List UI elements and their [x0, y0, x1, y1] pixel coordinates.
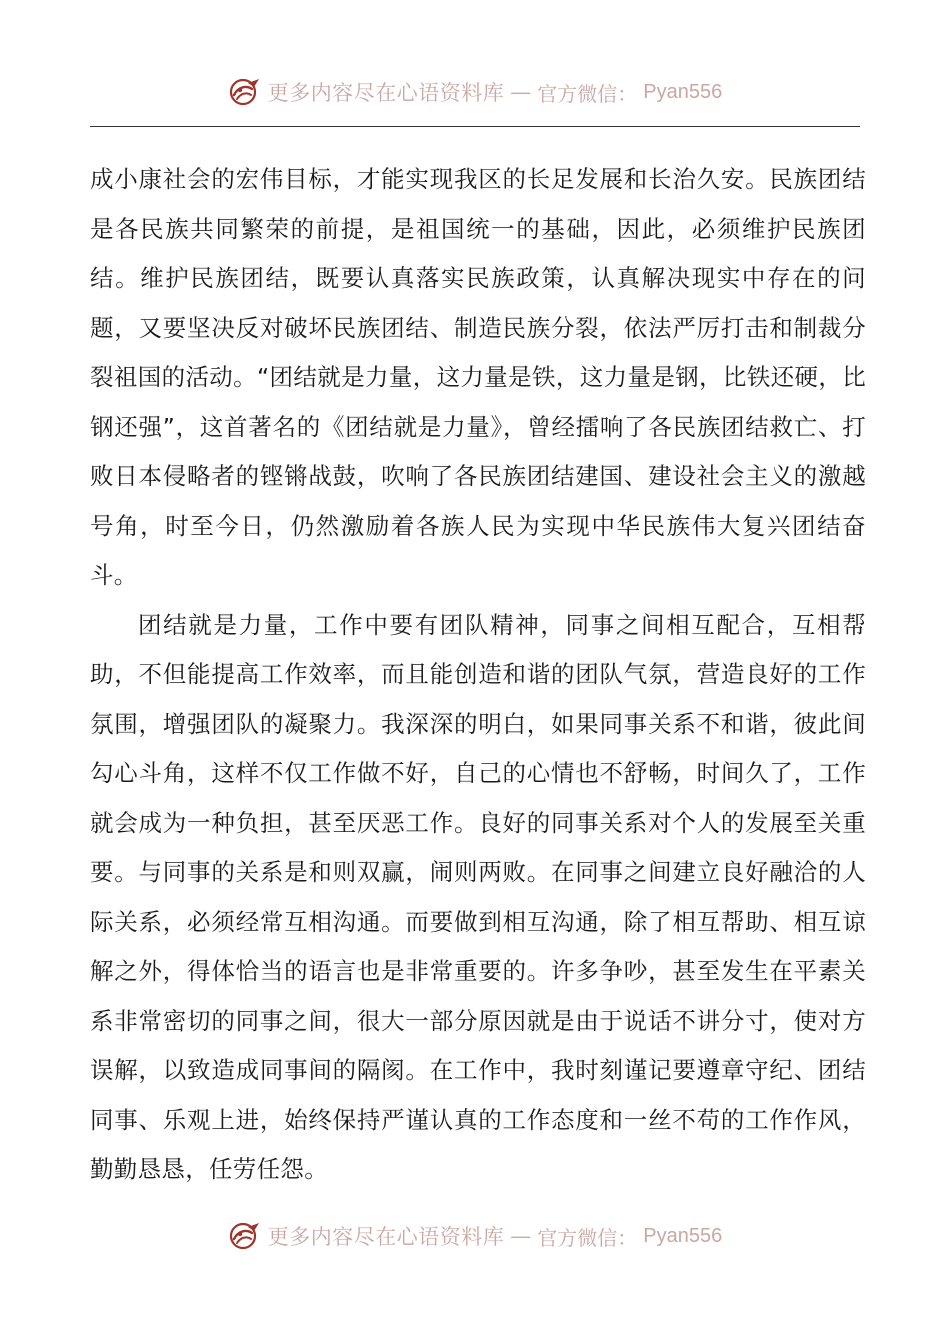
- watermark-main-text: 更多内容尽在心语资料库: [267, 81, 505, 105]
- header-watermark: [0, 72, 950, 112]
- watermark-wechat-id: Pyan556: [643, 80, 723, 103]
- watermark-sub-text: 官方微信：: [537, 1225, 638, 1250]
- watermark-sub-text: 官方微信：: [537, 81, 638, 106]
- footer-watermark: [0, 1216, 950, 1256]
- paragraph-1: 成小康社会的宏伟目标，才能实现我区的长足发展和长治久安。民族团结是各民族共同繁荣的前提，是祖国统一的基础，因此，必须维护民族团结。维护民族团结，既要认真落实民族政策，认真解决现实中存在的问题，又要坚决反对破坏民族团结、制造民族分裂，依法严厉打击和制裁分裂祖国的活动。“团结就是力量，这力量是铁，这力量是钢，比铁还硬，比钢还强”，这首著名的《团结就是力量》，曾经擂响了各民族团结救亡、打败日本侵略者的铿锵战鼓，吹响了各民族团结建国、建设社会主义的激越号角，时至今日，仍然激励着各族人民为实现中华民族伟大复兴团结奋斗。: [90, 165, 866, 589]
- watermark-dash: —: [510, 80, 532, 104]
- paragraph-2: 团结就是力量，工作中要有团队精神，同事之间相互配合，互相帮助，不但能提高工作效率，而且能创造和谐的团队气氛，营造良好的工作氛围，增强团队的凝聚力。我深深的明白，如果同事关系不和谐，彼此间勾心斗角，这样不仅工作做不好，自己的心情也不舒畅，时间久了，工作就会成为一种负担，甚至厌恶工作。良好的同事关系对个人的发展至关重要。与同事的关系是和则双赢，闹则两败。在同事之间建立良好融洽的人际关系，必须经常互相沟通。而要做到相互沟通，除了相互帮助、相互谅解之外，得体恰当的语言也是非常重要的。许多争吵，甚至发生在平素关系非常密切的同事之间，很大一部分原因就是由于说话不讲分寸，使对方误解，以致造成同事间的隔阂。在工作中，我时刻谨记要遵章守纪、团结同事、乐观上进，始终保持严谨认真的工作态度和一丝不苟的工作作风，勤勤恳恳，任劳任怨。: [90, 610, 866, 1183]
- watermark-dash: —: [510, 1224, 532, 1248]
- watermark-wechat-id: Pyan556: [643, 1224, 723, 1247]
- document-body: [90, 155, 866, 1195]
- flower-brush-logo-icon: [228, 75, 262, 109]
- header-divider: [90, 126, 860, 127]
- flower-brush-logo-icon: [228, 1219, 262, 1253]
- watermark-main-text: 更多内容尽在心语资料库: [267, 1225, 505, 1249]
